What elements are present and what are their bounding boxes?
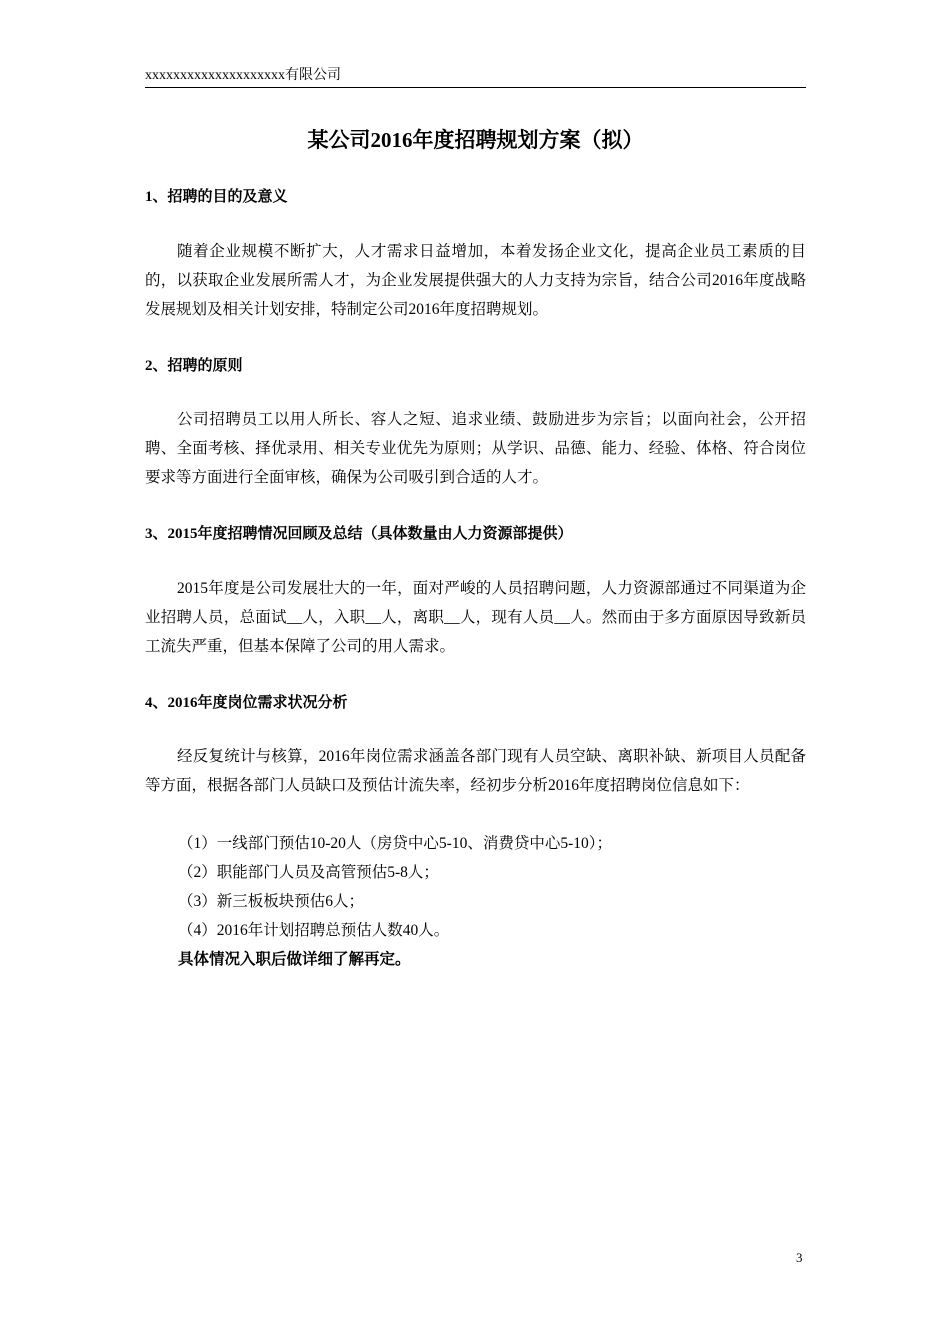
closing-note: 具体情况入职后做详细了解再定。: [178, 951, 411, 968]
list-item: （2）职能部门人员及高管预估5-8人；: [178, 864, 439, 881]
section-heading-1: 1、招聘的目的及意义: [145, 189, 288, 205]
document-title: 某公司2016年度招聘规划方案（拟）: [307, 128, 644, 152]
section-heading-3: 3、2015年度招聘情况回顾及总结（具体数量由人力资源部提供）: [145, 526, 573, 542]
section-heading-4: 4、2016年度岗位需求状况分析: [145, 695, 348, 711]
list-item: （4）2016年计划招聘总预估人数40人。: [178, 922, 450, 939]
list-item: （1）一线部门预估10-20人（房贷中心5-10、消费贷中心5-10）；: [178, 835, 612, 852]
section-body-4: 经反复统计与核算，2016年岗位需求涵盖各部门现有人员空缺、离职补缺、新项目人员配备等方面，根据各部门人员缺口及预估计流失率，经初步分析2016年度招聘岗位信息如下：: [145, 748, 806, 794]
page-number: 3: [796, 1250, 803, 1265]
section-body-2: 公司招聘员工以用人所长、容人之短、追求业绩、鼓励进步为宗旨；以面向社会，公开招聘、全面考核、择优录用、相关专业优先为原则；从学识、品德、能力、经验、体格、符合岗位要求等方面进行全面审核，确保为公司吸引到合适的人才。: [145, 411, 806, 486]
list-item: （3）新三板板块预估6人；: [178, 893, 365, 910]
page-header: [145, 66, 806, 88]
header-company-name: xxxxxxxxxxxxxxxxxxxx有限公司: [145, 68, 341, 83]
section-body-3: 2015年度是公司发展壮大的一年，面对严峻的人员招聘问题，人力资源部通过不同渠道为企业招聘人员，总面试__人，入职__人，离职__人，现有人员__人。然而由于多方面原因导致新员工流失严重，但基本保障了公司的用人需求。: [145, 580, 806, 655]
forecast-list: [178, 829, 806, 945]
section-heading-2: 2、招聘的原则: [145, 358, 243, 374]
section-body-1: 随着企业规模不断扩大，人才需求日益增加，本着发扬企业文化，提高企业员工素质的目的，以获取企业发展所需人才，为企业发展提供强大的人力支持为宗旨，结合公司2016年度战略发展规划及相关计划安排，特制定公司2016年度招聘规划。: [145, 243, 806, 318]
